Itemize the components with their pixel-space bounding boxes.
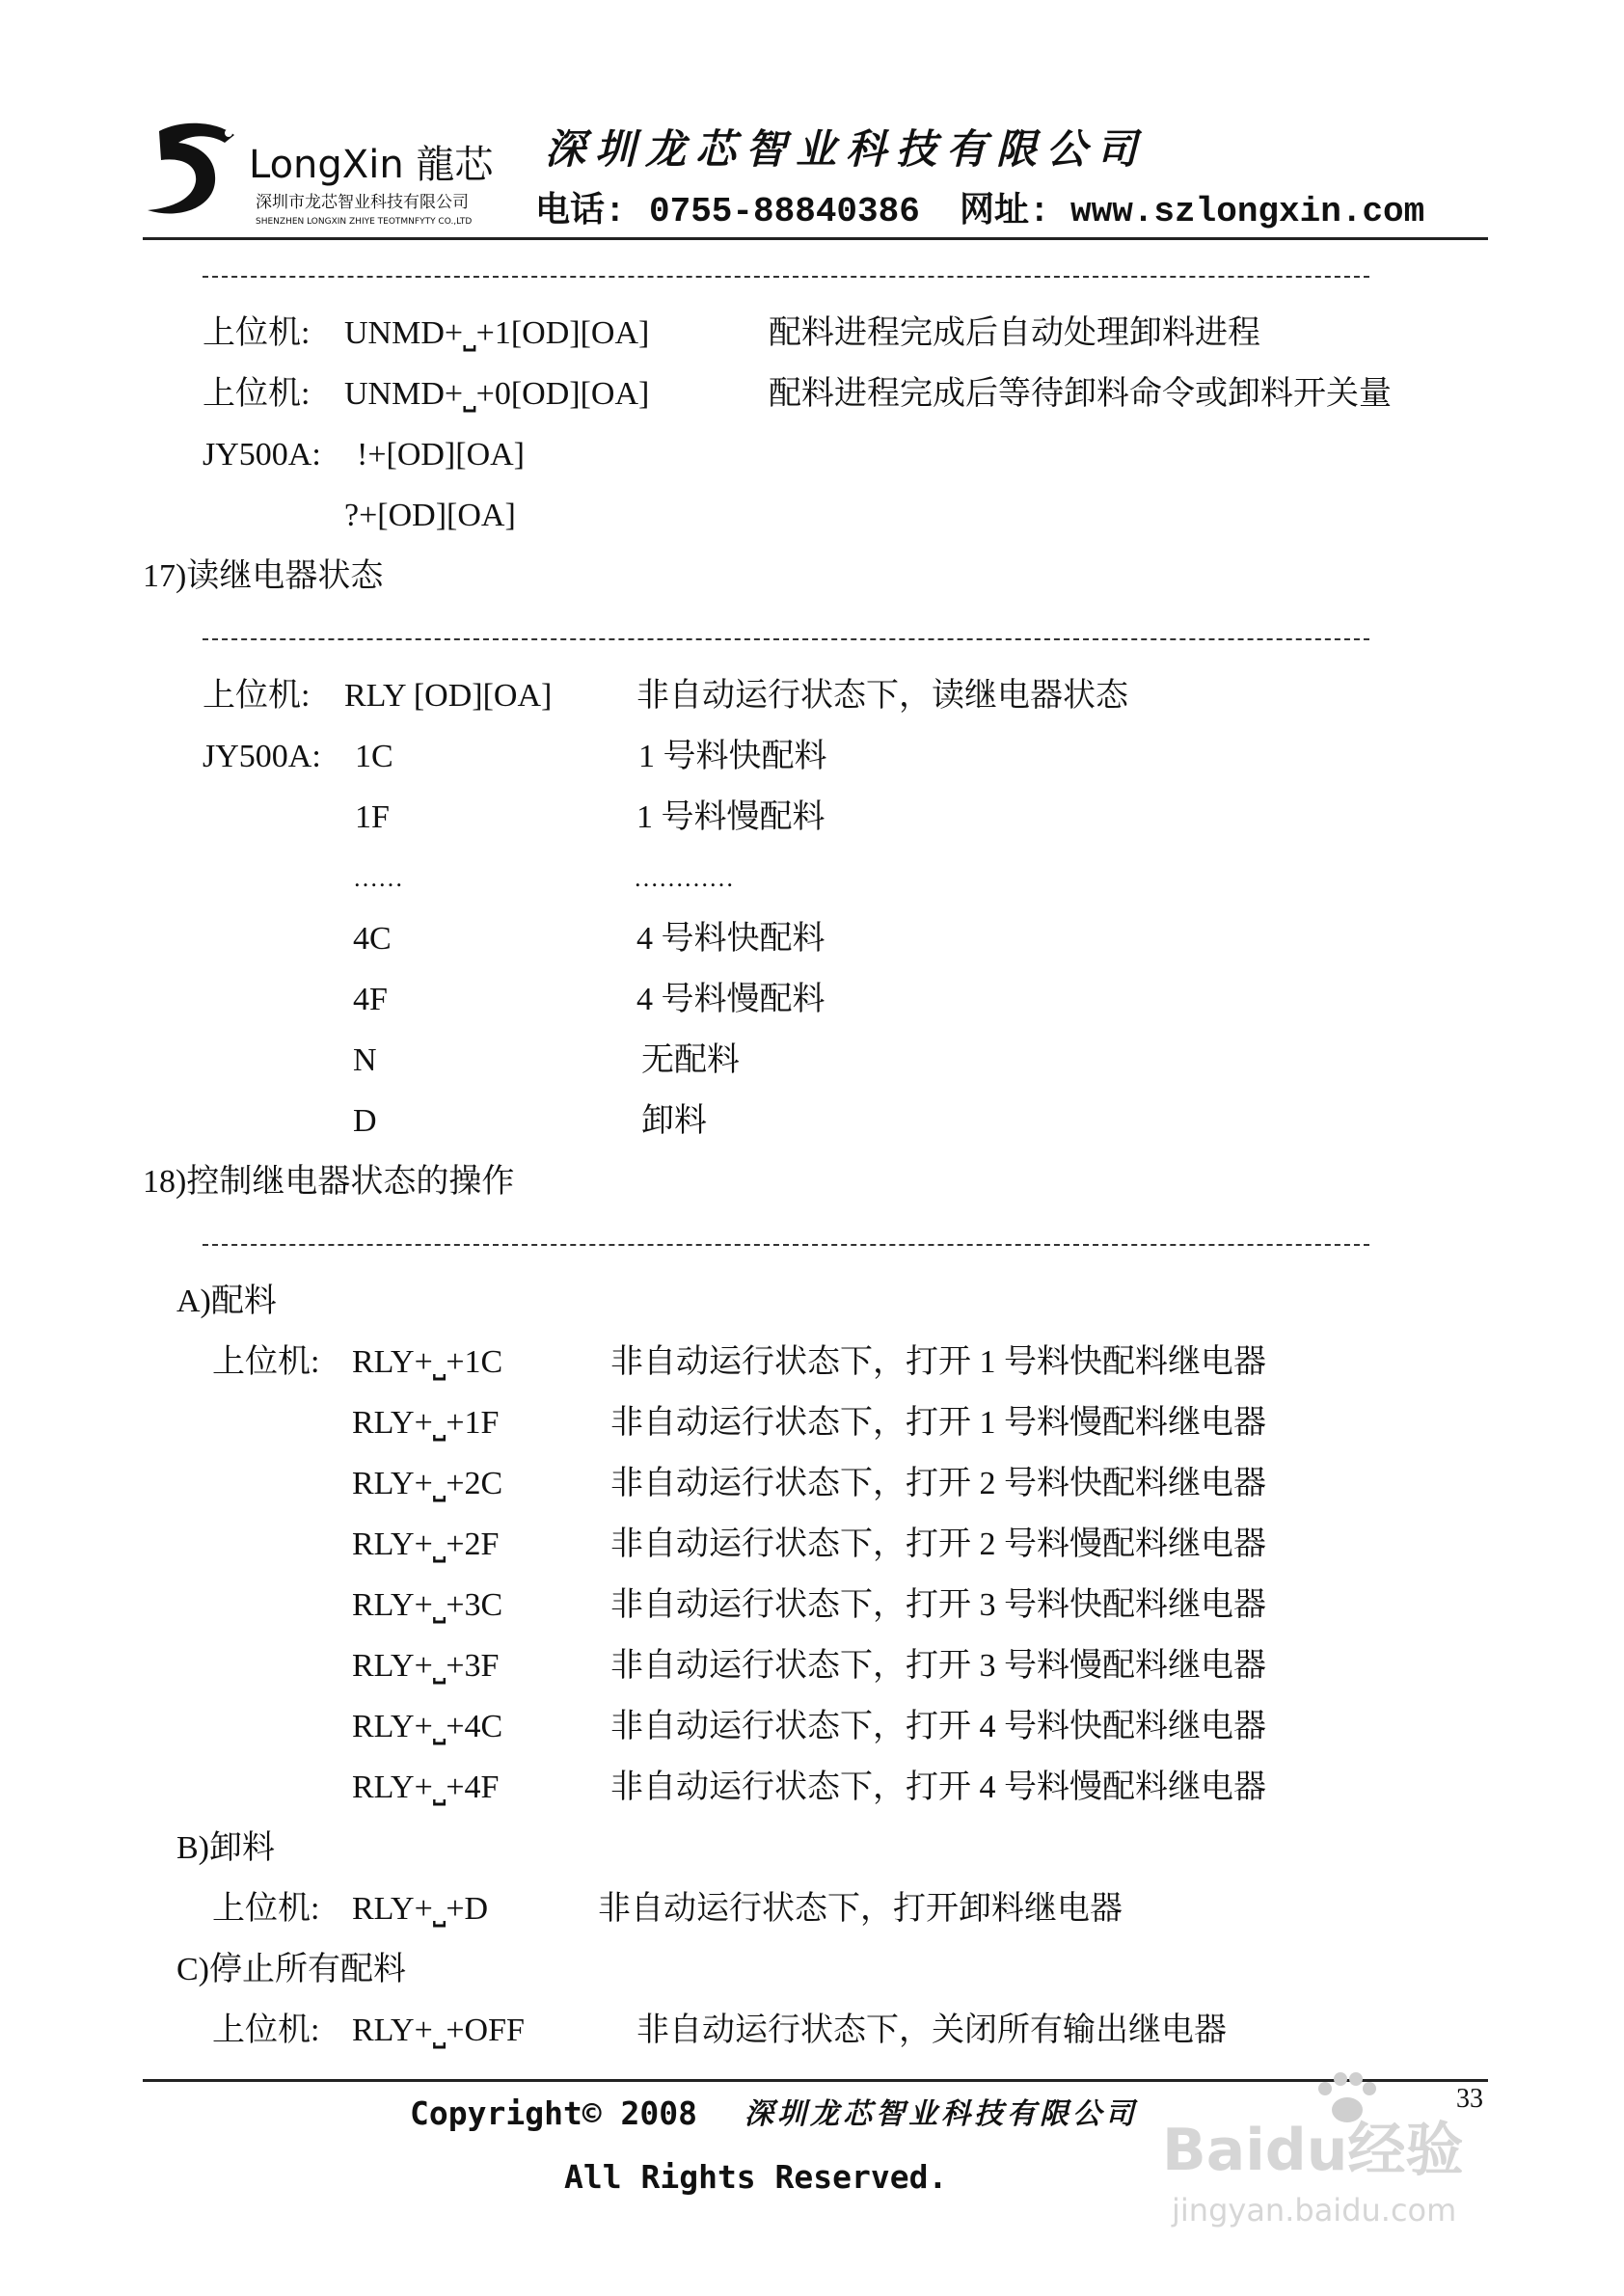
command-prefix: 上位机: bbox=[212, 1344, 320, 1380]
relay-code: 1F bbox=[355, 799, 390, 835]
command-desc: 非自动运行状态下，读继电器状态 bbox=[636, 678, 1128, 714]
command-prefix: 上位机: bbox=[203, 376, 311, 412]
command-prefix: 上位机: bbox=[212, 1891, 320, 1927]
command-desc: 非自动运行状态下，打开 1 号料快配料继电器 bbox=[610, 1344, 1266, 1380]
watermark-url: jingyan.baidu.com bbox=[1172, 2192, 1457, 2228]
subsection-title: A)配料 bbox=[176, 1283, 277, 1319]
website-url: www.szlongxin.com bbox=[1070, 192, 1425, 231]
command-code: RLY+⎵+3F bbox=[352, 1648, 500, 1684]
header-rule bbox=[143, 237, 1488, 240]
dashed-separator bbox=[203, 638, 1369, 640]
command-desc: 非自动运行状态下，打开 4 号料慢配料继电器 bbox=[610, 1769, 1266, 1805]
command-code: UNMD+⎵+0[OD][OA] bbox=[344, 376, 650, 412]
command-code: RLY+⎵+3C bbox=[352, 1587, 503, 1623]
watermark-brand: Baidu经验 bbox=[1162, 2117, 1464, 2184]
command-code: RLY+⎵+4F bbox=[352, 1769, 500, 1805]
relay-code: D bbox=[353, 1103, 377, 1139]
command-code: ?+[OD][OA] bbox=[344, 498, 516, 533]
command-code: RLY+⎵+2F bbox=[352, 1526, 500, 1562]
command-desc: 配料进程完成后等待卸料命令或卸料开关量 bbox=[769, 376, 1392, 412]
relay-desc: ………… bbox=[634, 864, 734, 892]
subsection-title: B)卸料 bbox=[176, 1830, 275, 1866]
command-code: !+[OD][OA] bbox=[357, 437, 526, 473]
company-name: 深圳龙芯智业科技有限公司 bbox=[545, 125, 1148, 173]
brand-text: LongXin 龍芯 bbox=[249, 143, 494, 187]
reply-prefix: JY500A: bbox=[203, 739, 321, 774]
command-prefix: 上位机: bbox=[203, 315, 311, 351]
website-label: 网址: bbox=[960, 192, 1050, 231]
relay-desc: 4 号料慢配料 bbox=[636, 982, 826, 1017]
command-desc: 非自动运行状态下，打开 2 号料慢配料继电器 bbox=[610, 1526, 1266, 1562]
command-code: RLY+⎵+1F bbox=[352, 1405, 500, 1441]
relay-desc: 卸料 bbox=[641, 1103, 707, 1139]
command-desc: 非自动运行状态下，打开 4 号料快配料继电器 bbox=[610, 1709, 1266, 1744]
command-desc: 非自动运行状态下，关闭所有输出继电器 bbox=[636, 2012, 1227, 2048]
command-desc: 非自动运行状态下，打开 2 号料快配料继电器 bbox=[610, 1466, 1266, 1501]
footer-rule bbox=[143, 2079, 1488, 2082]
rights-text: All Rights Reserved. bbox=[564, 2158, 948, 2196]
relay-desc: 无配料 bbox=[641, 1042, 740, 1078]
command-prefix: 上位机: bbox=[212, 2012, 320, 2048]
command-code: RLY+⎵+1C bbox=[352, 1344, 503, 1380]
footer-company-name: 深圳龙芯智业科技有限公司 bbox=[744, 2097, 1138, 2131]
brand-subtitle-en: SHENZHEN LONGXIN ZHIYE TEOTMNFYTY CO.,LTD bbox=[256, 217, 473, 227]
phone-label: 电话: bbox=[535, 192, 626, 231]
copyright-text: Copyright© 2008 bbox=[410, 2094, 698, 2132]
command-code: RLY [OD][OA] bbox=[344, 678, 553, 714]
relay-code: 1C bbox=[355, 739, 393, 774]
brand-subtitle-cn: 深圳市龙芯智业科技有限公司 bbox=[256, 193, 469, 212]
command-code: RLY+⎵+4C bbox=[352, 1709, 503, 1744]
relay-code: N bbox=[353, 1042, 377, 1078]
relay-code: …… bbox=[353, 864, 403, 892]
section-title: 18)控制继电器状态的操作 bbox=[143, 1164, 515, 1200]
phone-number: 0755-88840386 bbox=[649, 192, 920, 231]
relay-code: 4F bbox=[353, 982, 388, 1017]
relay-desc: 1 号料快配料 bbox=[638, 739, 827, 774]
command-desc: 配料进程完成后自动处理卸料进程 bbox=[769, 315, 1260, 351]
command-code: RLY+⎵+OFF bbox=[352, 2012, 525, 2048]
command-code: RLY+⎵+D bbox=[352, 1891, 489, 1927]
dashed-separator bbox=[203, 276, 1369, 278]
relay-desc: 4 号料快配料 bbox=[636, 921, 826, 957]
command-code: UNMD+⎵+1[OD][OA] bbox=[344, 315, 650, 351]
longxin-dragon-logo bbox=[140, 114, 256, 234]
subsection-title: C)停止所有配料 bbox=[176, 1952, 406, 1987]
command-desc: 非自动运行状态下，打开卸料继电器 bbox=[598, 1891, 1123, 1927]
command-prefix: JY500A: bbox=[203, 437, 321, 473]
command-desc: 非自动运行状态下，打开 3 号料快配料继电器 bbox=[610, 1587, 1266, 1623]
command-desc: 非自动运行状态下，打开 1 号料慢配料继电器 bbox=[610, 1405, 1266, 1441]
command-prefix: 上位机: bbox=[203, 678, 311, 714]
relay-desc: 1 号料慢配料 bbox=[636, 799, 826, 835]
section-title: 17)读继电器状态 bbox=[143, 558, 384, 594]
command-desc: 非自动运行状态下，打开 3 号料慢配料继电器 bbox=[610, 1648, 1266, 1684]
relay-code: 4C bbox=[353, 921, 392, 957]
dashed-separator bbox=[203, 1244, 1369, 1246]
page-number: 33 bbox=[1456, 2084, 1483, 2114]
command-code: RLY+⎵+2C bbox=[352, 1466, 503, 1501]
